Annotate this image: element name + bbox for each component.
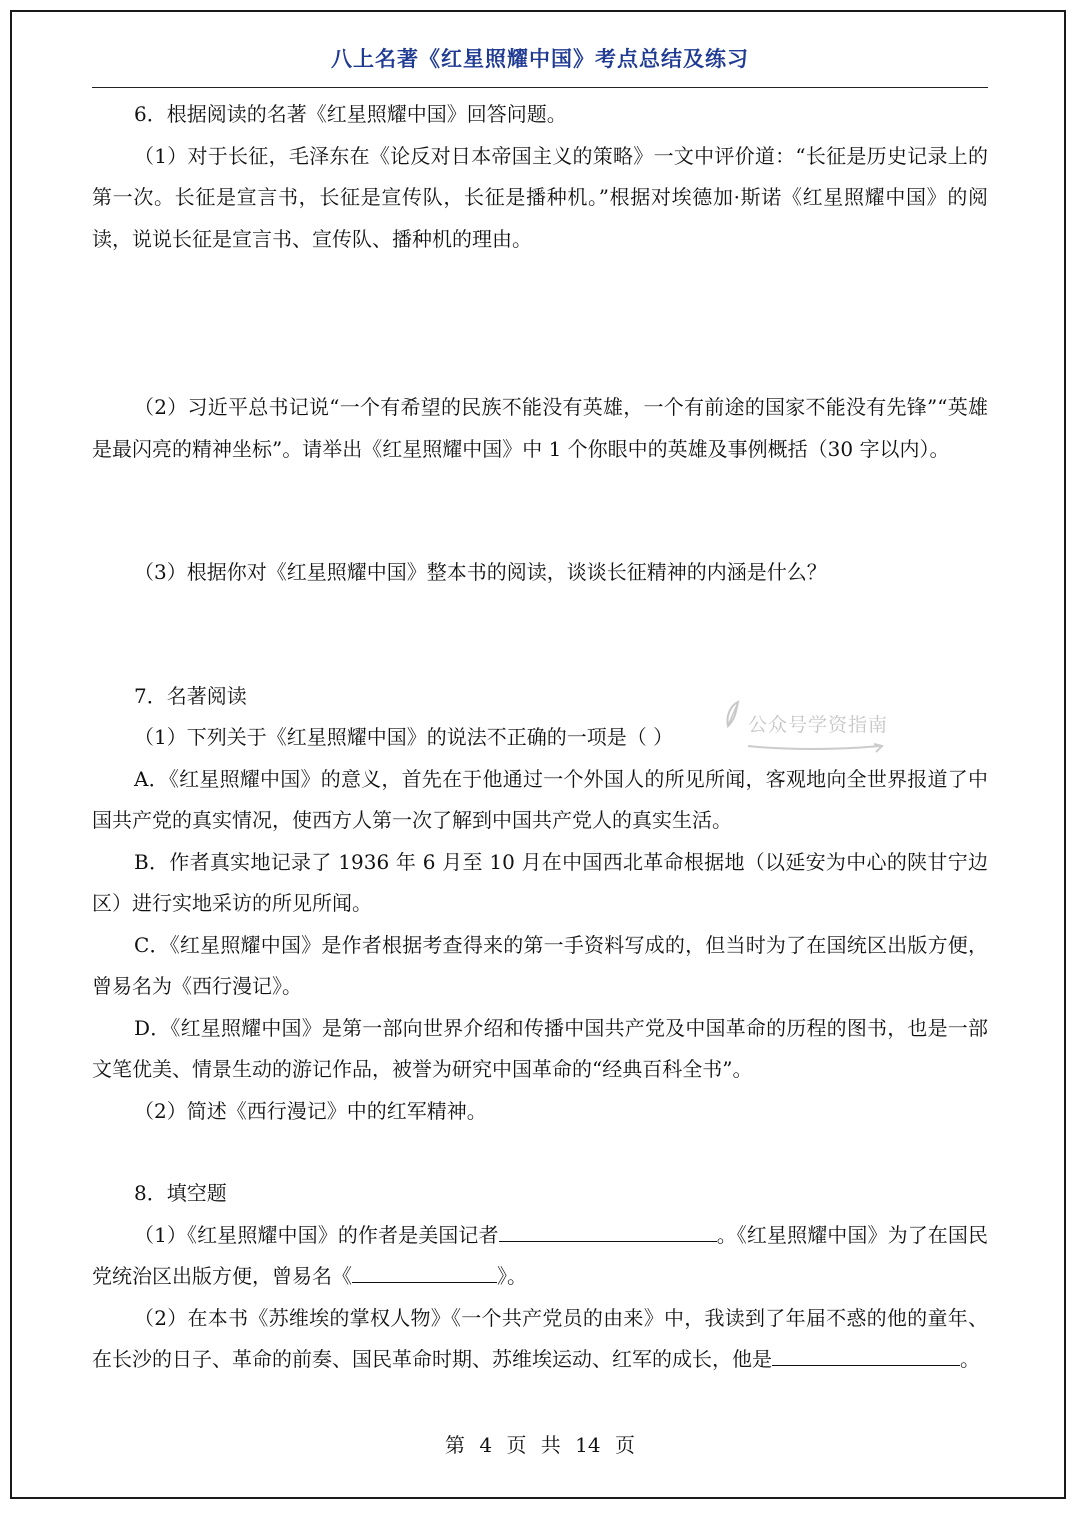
answer-space (92, 594, 988, 676)
question-7-sub-2: （2）简述《西行漫记》中的红军精神。 (134, 1098, 487, 1123)
answer-space (92, 260, 988, 387)
sub-1-text-b: 。《红星照耀中国》为了在国民党统治区出版方便，曾易名《 (92, 1222, 988, 1288)
question-6-sub-3: （3）根据你对《红星照耀中国》整本书的阅读，谈谈长征精神的内涵是什么？ (134, 560, 827, 584)
fill-blank-person[interactable] (772, 1343, 960, 1366)
page-number: 第 4 页 共 14 页 (445, 1433, 635, 1457)
answer-space (92, 470, 988, 552)
page-title: 八上名著《红星照耀中国》考点总结及练习 (331, 46, 749, 71)
question-6-sub-2: （2）习近平总书记说“一个有希望的民族不能没有英雄，一个有前途的国家不能没有先锋”“英雄是最闪亮的精神坐标”。请举出《红星照耀中国》中 1 个你眼中的英雄及事例概括（30 字以内）。 (92, 395, 988, 461)
sub-2-text-b: 。 (960, 1347, 980, 1371)
question-7-sub-1: （1）下列关于《红星照耀中国》的说法不正确的一项是（ ） (134, 725, 674, 749)
watermark-text: 公众号学资指南 (748, 714, 889, 736)
question-6-title: 6．根据阅读的名著《红星照耀中国》回答问题。 (134, 102, 567, 126)
sub-2-text-a: （2）在本书《苏维埃的掌权人物》《一个共产党员的由来》中，我读到了年届不惑的他的童年、在长沙的日子、革命的前奏、国民革命时期、苏维埃运动、红军的成长，他是 (92, 1305, 988, 1371)
fill-blank-author[interactable] (499, 1219, 717, 1242)
question-8-sub-2 (92, 1298, 988, 1381)
option-c: C．《红星照耀中国》是作者根据考查得来的第一手资料写成的，但当时为了在国统区出版方便，曾易名为《西行漫记》。 (92, 932, 988, 998)
watermark-underline (746, 740, 886, 756)
watermark (722, 700, 892, 756)
option-a: A．《红星照耀中国》的意义，首先在于他通过一个外国人的所见所闻，客观地向全世界报道了中国共产党的真实情况，使西方人第一次了解到中国共产党人的真实生活。 (92, 766, 988, 832)
question-7-title: 7．名著阅读 (134, 683, 247, 708)
option-b: B．作者真实地记录了 1936 年 6 月至 10 月在中国西北革命根据地（以延安为中心的陕甘宁边区）进行实地采访的所见所闻。 (92, 849, 988, 915)
answer-space (92, 1132, 988, 1173)
question-8-title: 8．填空题 (134, 1181, 227, 1205)
question-6-sub-1: （1）对于长征，毛泽东在《论反对日本帝国主义的策略》一文中评价道：“长征是历史记录上的第一次。长征是宣言书，长征是宣传队，长征是播种机。”根据对埃德加·斯诺《红星照耀中国》的阅读，说说长征是宣言书、宣传队、播种机的理由。 (92, 143, 988, 251)
fill-blank-alt-title[interactable] (352, 1260, 497, 1283)
option-d: D．《红星照耀中国》是第一部向世界介绍和传播中国共产党及中国革命的历程的图书，也是一部文笔优美、情景生动的游记作品，被誉为研究中国革命的“经典百科全书”。 (92, 1015, 988, 1081)
sub-1-text-c: 》。 (497, 1264, 527, 1288)
question-8-sub-1 (92, 1215, 988, 1298)
sub-1-text-a: （1）《红星照耀中国》的作者是美国记者 (134, 1222, 499, 1247)
header-divider (92, 87, 988, 88)
